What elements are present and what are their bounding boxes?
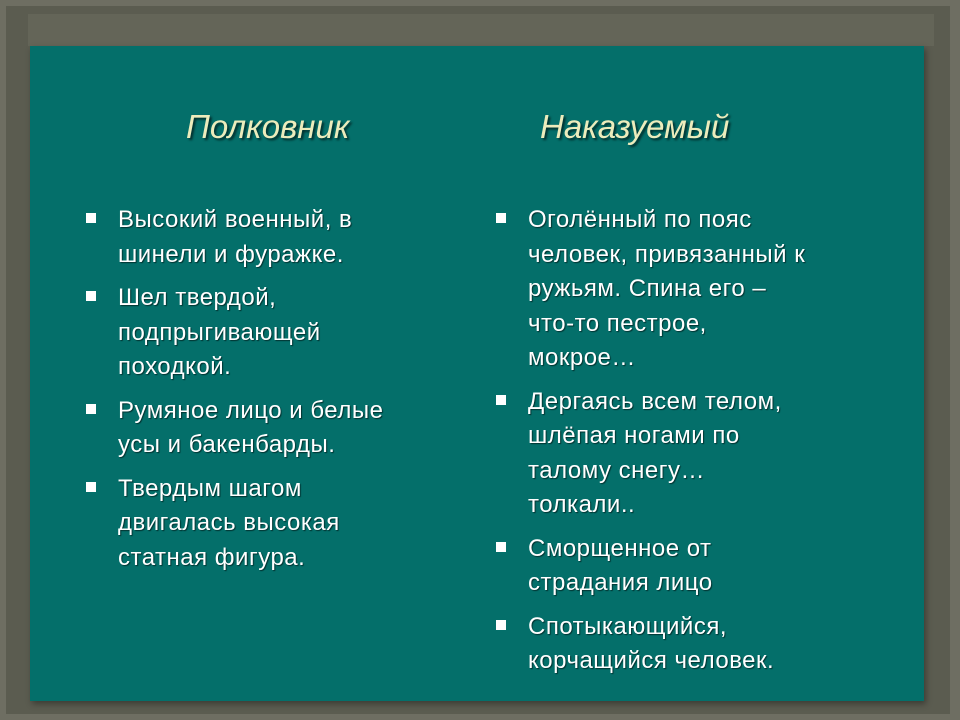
bullet-square-icon [496, 620, 506, 630]
bullet-square-icon [86, 291, 96, 301]
bullet-square-icon [496, 213, 506, 223]
bullet-square-icon [496, 542, 506, 552]
list-item-text: Шел твердой, подпрыгивающей походкой. [118, 284, 321, 380]
list-item [494, 610, 894, 679]
list-item [84, 472, 454, 576]
frame-top-band [28, 14, 934, 46]
left-column-list [84, 203, 454, 584]
list-item [84, 281, 454, 385]
list-item [494, 385, 894, 523]
list-item [84, 203, 454, 272]
list-item [494, 203, 894, 376]
right-column-heading: Наказуемый [540, 108, 730, 145]
left-column-heading: Полковник [186, 108, 350, 145]
list-item-text: Твердым шагом двигалась высокая статная фигура. [118, 474, 340, 571]
bullet-square-icon [86, 213, 96, 223]
list-item-text: Спотыкающийся, корчащийся человек. [528, 612, 775, 674]
right-column-list [494, 203, 894, 688]
list-item [84, 394, 454, 463]
list-item-text: Сморщенное от страдания лицо [528, 534, 713, 596]
list-item-text: Оголённый по пояс человек, привязанный к ружьям. Спина его – что-то пестрое, мокрое… [528, 206, 806, 371]
list-item [494, 532, 894, 601]
list-item-text: Румяное лицо и белые усы и бакенбарды. [118, 396, 384, 458]
bullet-square-icon [496, 395, 506, 405]
bullet-square-icon [86, 404, 96, 414]
list-item-text: Высокий военный, в шинели и фуражке. [118, 206, 353, 268]
list-item-text: Дергаясь всем телом, шлёпая ногами по талому снегу… толкали.. [528, 387, 782, 518]
bullet-square-icon [86, 482, 96, 492]
